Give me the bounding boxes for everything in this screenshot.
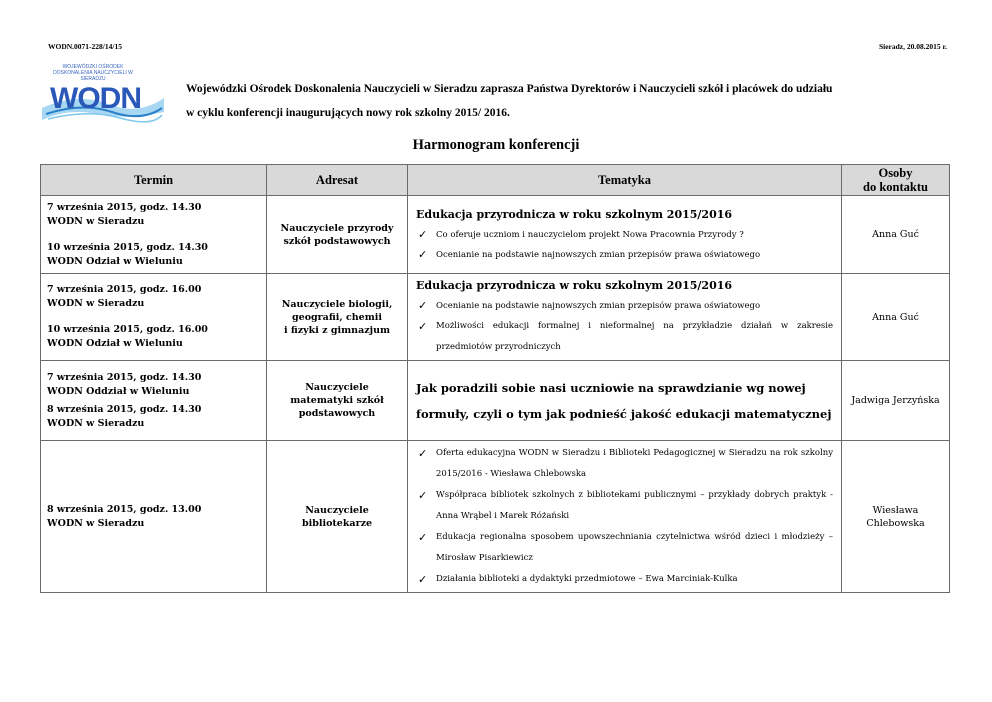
intro-line-2: w cyklu konferencji inaugurujących nowy rok szkolny 2015/ 2016.: [186, 107, 510, 119]
term-location: WODN w Sieradzu: [47, 215, 145, 227]
recipient-cell: [267, 196, 408, 274]
topic-item-text: Oferta edukacyjna WODN w Sieradzu i Biblioteki Pedagogicznej w Sieradzu na rok szkolny 2015/2016 - Wiesława Chlebowska: [436, 448, 833, 479]
contact-line: Wiesława: [872, 504, 919, 516]
topic-list: [416, 225, 833, 265]
recipient-cell: [267, 274, 408, 361]
topic-item: [416, 443, 833, 485]
contact-cell: Anna Guć: [842, 274, 950, 361]
topic-cell: [408, 274, 842, 361]
contact-cell: Anna Guć: [842, 196, 950, 274]
term-date: 8 września 2015, godz. 13.00: [47, 503, 202, 515]
checkmark-icon: ✓: [418, 320, 428, 333]
table-row: [41, 361, 950, 441]
document-reference: WODN.0071-228/14/15: [48, 42, 122, 51]
topic-item-text: Ocenianie na podstawie najnowszych zmian przepisów prawa oświatowego: [436, 301, 761, 311]
term-cell: [41, 196, 267, 274]
recipient-cell: [267, 441, 408, 593]
recipient-line: matematyki szkół: [290, 395, 384, 406]
column-header-contact-line-1: Osoby: [878, 166, 913, 180]
intro-line-1: Wojewódzki Ośrodek Doskonalenia Nauczycieli w Sieradzu zaprasza Państwa Dyrektorów i Nauczycieli szkół i placówek do udziału: [186, 83, 833, 95]
checkmark-icon: ✓: [418, 531, 428, 544]
contact-line: Chlebowska: [866, 517, 925, 529]
term-date: 10 września 2015, godz. 16.00: [47, 324, 208, 335]
topic-cell: [408, 196, 842, 274]
term-date: 7 września 2015, godz. 16.00: [47, 284, 202, 295]
recipient-line: i fizyki z gimnazjum: [283, 324, 391, 336]
topic-item-text: Możliwości edukacji formalnej i nieformalnej na przykładzie działań w zakresie przedmiotów przyrodniczych: [436, 321, 833, 352]
term-location: WODN w Sieradzu: [47, 517, 145, 529]
term-cell: [41, 361, 267, 441]
checkmark-icon: ✓: [418, 299, 428, 312]
term-location: WODN w Sieradzu: [47, 298, 145, 309]
term-location: WODN Odział w Wieluniu: [47, 338, 183, 349]
term-date: 10 września 2015, godz. 14.30: [47, 241, 208, 253]
contact-cell: Jadwiga Jerzyńska: [842, 361, 950, 441]
recipient-line: szkół podstawowych: [283, 235, 391, 247]
column-header-recipient: Adresat: [267, 165, 408, 196]
term-cell: [41, 441, 267, 593]
intro-text: [186, 77, 946, 125]
term-date: 7 września 2015, godz. 14.30: [47, 201, 202, 213]
column-header-topic: Tematyka: [408, 165, 842, 196]
topic-title: Jak poradzili sobie nasi uczniowie na sprawdzianie wg nowej formuły, czyli o tym jak podnieść jakość edukacji matematycznej: [416, 380, 832, 421]
checkmark-icon: ✓: [418, 227, 428, 241]
topic-item-text: Edukacja regionalna sposobem upowszechniania czytelnictwa wśród dzieci i młodzieży – Mirosław Pisarkiewicz: [436, 532, 833, 563]
checkmark-icon: ✓: [418, 447, 428, 460]
topic-item: [416, 225, 833, 245]
table-row: [41, 441, 950, 593]
logo-caption: WOJEWÓDZKI OŚRODEK DOSKONALENIA NAUCZYCIELI W SIERADZU: [53, 64, 133, 82]
topic-item: [416, 527, 833, 569]
checkmark-icon: ✓: [418, 247, 428, 261]
column-header-contact-line-2: do kontaktu: [863, 180, 928, 194]
topic-cell: [408, 441, 842, 593]
table-row: [41, 196, 950, 274]
topic-item: [416, 316, 833, 358]
topic-item-text: Działania biblioteki a dydaktyki przedmiotowe – Ewa Marciniak-Kulka: [436, 574, 738, 584]
contact-cell: [842, 441, 950, 593]
topic-list: [416, 443, 833, 590]
term-location: WODN w Sieradzu: [47, 417, 145, 429]
recipient-line: bibliotekarze: [301, 517, 373, 529]
checkmark-icon: ✓: [418, 489, 428, 502]
topic-cell: [408, 361, 842, 441]
topic-item: [416, 569, 833, 590]
term-date: 8 września 2015, godz. 14.30: [47, 403, 202, 415]
place-date: Sieradz, 20.08.2015 r.: [878, 42, 947, 51]
page-title: Harmonogram konferencji: [412, 137, 580, 153]
recipient-line: Nauczyciele: [305, 504, 369, 516]
schedule-table: [40, 164, 950, 593]
topic-title: Edukacja przyrodnicza w roku szkolnym 2015/2016: [416, 279, 733, 292]
topic-list: [416, 296, 833, 358]
term-cell: [41, 274, 267, 361]
table-row: [41, 274, 950, 361]
topic-item-text: Co oferuje uczniom i nauczycielom projekt Nowa Pracownia Przyrody ?: [436, 229, 744, 240]
recipient-line: Nauczyciele przyrody: [280, 222, 394, 234]
topic-title: Edukacja przyrodnicza w roku szkolnym 2015/2016: [416, 207, 733, 221]
wodn-logo: [38, 62, 168, 126]
recipient-cell: [267, 361, 408, 441]
topic-item: [416, 296, 833, 316]
topic-item: [416, 245, 833, 265]
term-date: 7 września 2015, godz. 14.30: [47, 371, 202, 383]
topic-item-text: Współpraca bibliotek szkolnych z bibliotekami publicznymi – przykłady dobrych praktyk - Anna Wrąbel i Marek Różański: [436, 490, 833, 521]
recipient-line: Nauczyciele biologii,: [281, 298, 393, 310]
table-header-row: [41, 165, 950, 196]
logo-text: WODN: [50, 82, 141, 115]
recipient-line: geografii, chemii: [292, 311, 382, 323]
checkmark-icon: ✓: [418, 573, 428, 586]
topic-item: [416, 485, 833, 527]
column-header-term: Termin: [41, 165, 267, 196]
recipient-line: Nauczyciele: [305, 382, 369, 393]
topic-item-text: Ocenianie na podstawie najnowszych zmian przepisów prawa oświatowego: [436, 249, 761, 260]
recipient-line: podstawowych: [298, 408, 376, 419]
term-location: WODN Oddział w Wieluniu: [47, 385, 190, 397]
term-location: WODN Odział w Wieluniu: [47, 255, 183, 267]
column-header-contact: [842, 165, 950, 196]
